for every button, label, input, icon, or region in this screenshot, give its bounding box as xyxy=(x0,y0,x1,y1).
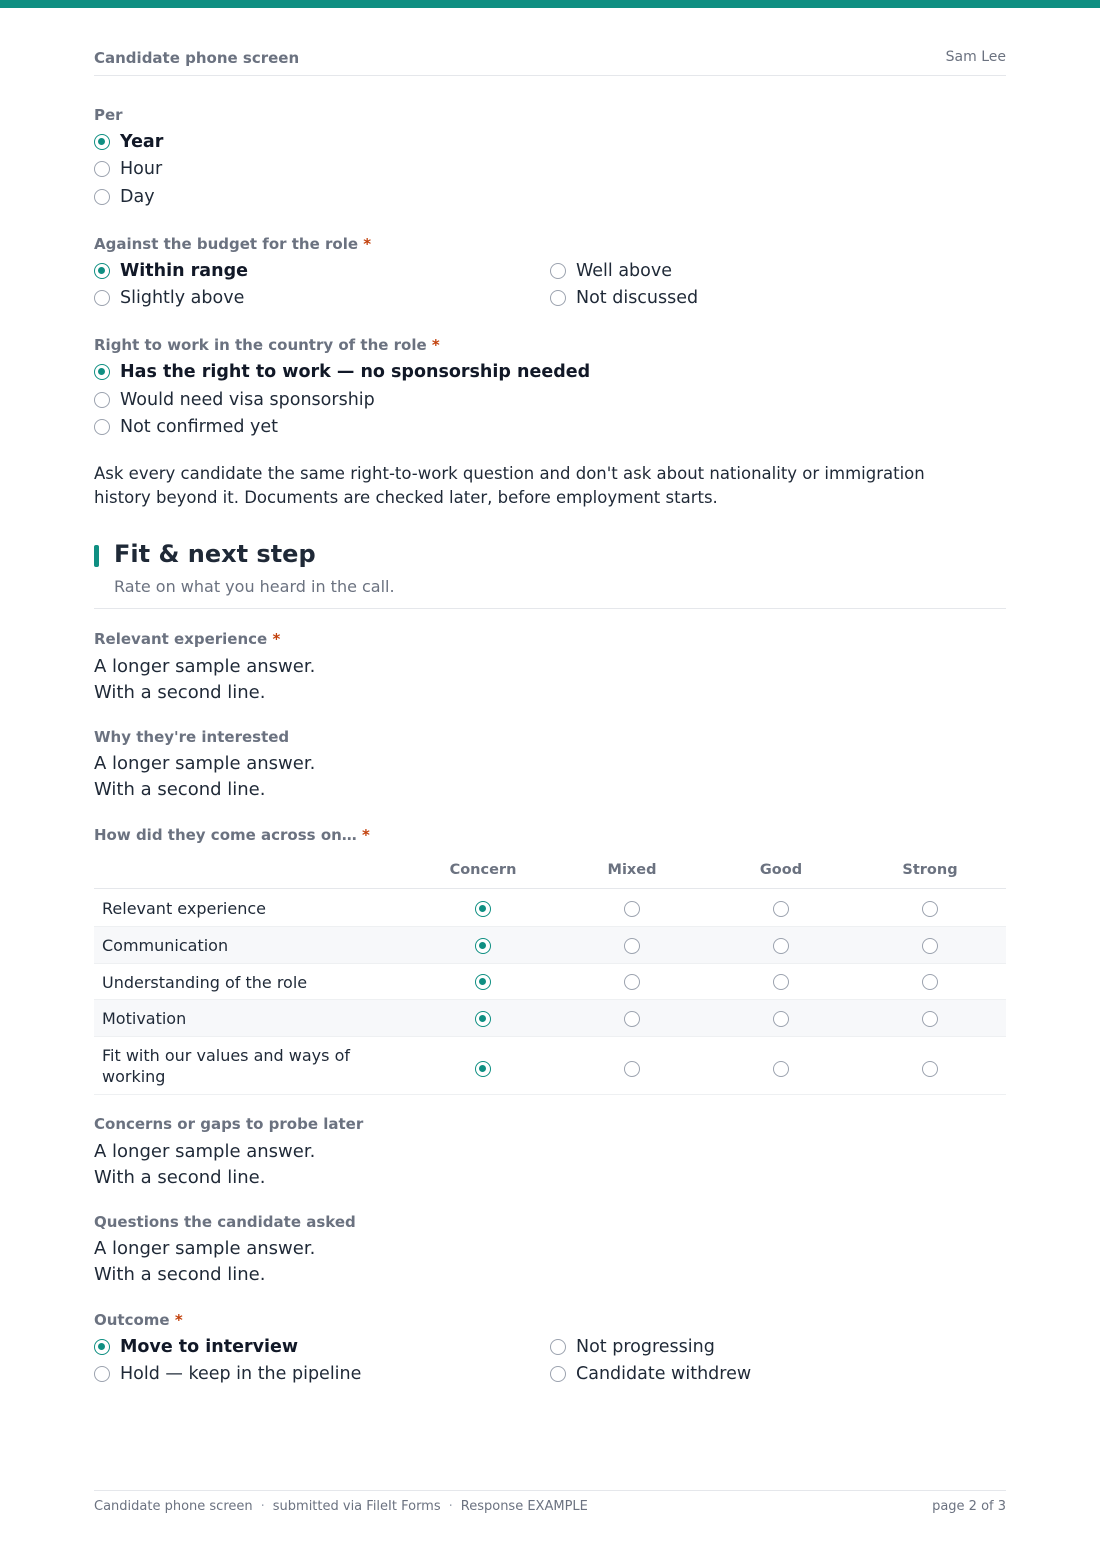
section-subtitle: Rate on what you heard in the call. xyxy=(114,577,395,596)
radio-icon[interactable] xyxy=(550,1366,566,1382)
matrix-row xyxy=(94,890,1006,927)
section-fit-next-step xyxy=(94,540,1006,609)
rtw-option-not-confirmed[interactable]: Not confirmed yet xyxy=(94,415,278,439)
radio-icon[interactable] xyxy=(773,901,789,917)
radio-selected-icon[interactable] xyxy=(475,901,491,917)
radio-selected-icon[interactable] xyxy=(475,1011,491,1027)
required-marker: * xyxy=(363,235,372,253)
concerns-answer: A longer sample answer. With a second line. xyxy=(94,1141,316,1188)
radio-selected-icon[interactable] xyxy=(94,134,110,150)
outcome-option-hold[interactable]: Hold — keep in the pipeline xyxy=(94,1362,361,1386)
form-title: Candidate phone screen xyxy=(94,49,300,67)
footer-info: Candidate phone screen · submitted via FileIt Forms · Response EXAMPLE xyxy=(94,1499,588,1514)
required-marker: * xyxy=(431,336,440,354)
radio-icon[interactable] xyxy=(922,974,938,990)
budget-option-within-range[interactable]: Within range xyxy=(94,259,248,283)
section-accent-bar xyxy=(94,545,99,567)
radio-selected-icon[interactable] xyxy=(475,1061,491,1077)
per-option-hour[interactable]: Hour xyxy=(94,157,162,181)
radio-icon[interactable] xyxy=(922,901,938,917)
radio-icon[interactable] xyxy=(94,419,110,435)
matrix-col-mixed: Mixed xyxy=(607,862,657,878)
outcome-option-move-to-interview[interactable]: Move to interview xyxy=(94,1335,298,1359)
page-number: page 2 of 3 xyxy=(932,1499,1006,1514)
radio-icon[interactable] xyxy=(550,1339,566,1355)
radio-icon[interactable] xyxy=(94,392,110,408)
page-footer xyxy=(94,1490,1006,1520)
rtw-option-visa-sponsorship[interactable]: Would need visa sponsorship xyxy=(94,388,375,412)
radio-selected-icon[interactable] xyxy=(475,974,491,990)
radio-icon[interactable] xyxy=(94,189,110,205)
radio-icon[interactable] xyxy=(922,1011,938,1027)
matrix-row xyxy=(94,1000,1006,1037)
radio-icon[interactable] xyxy=(773,938,789,954)
required-marker: * xyxy=(272,630,281,648)
required-marker: * xyxy=(362,826,370,844)
per-label: Per xyxy=(94,106,123,124)
matrix-col-good: Good xyxy=(759,862,803,878)
radio-icon[interactable] xyxy=(624,901,640,917)
matrix-row-label: Understanding of the role xyxy=(102,973,308,992)
budget-label: Against the budget for the role * xyxy=(94,235,372,253)
radio-icon[interactable] xyxy=(773,974,789,990)
matrix-col-concern: Concern xyxy=(449,862,517,878)
radio-selected-icon[interactable] xyxy=(94,263,110,279)
radio-selected-icon[interactable] xyxy=(94,1339,110,1355)
radio-icon[interactable] xyxy=(94,1366,110,1382)
outcome-option-not-progressing[interactable]: Not progressing xyxy=(550,1335,715,1359)
rating-matrix-label: How did they come across on… * xyxy=(94,826,370,844)
page-header xyxy=(94,48,1006,76)
radio-icon[interactable] xyxy=(624,1011,640,1027)
right-to-work-note: Ask every candidate the same right-to-work question and don't ask about nationality or immigration history beyond it. Documents are checked later, before employment starts. xyxy=(94,464,925,507)
required-marker: * xyxy=(174,1311,183,1329)
matrix-header xyxy=(94,855,1006,889)
radio-icon[interactable] xyxy=(624,938,640,954)
top-accent-bar xyxy=(0,0,1100,8)
relevant-experience-answer: A longer sample answer. With a second line. xyxy=(94,656,316,703)
radio-icon[interactable] xyxy=(624,974,640,990)
budget-option-well-above[interactable]: Well above xyxy=(550,259,672,283)
matrix-row-label: Motivation xyxy=(102,1009,187,1028)
radio-icon[interactable] xyxy=(773,1061,789,1077)
budget-option-not-discussed[interactable]: Not discussed xyxy=(550,286,698,310)
relevant-experience-label: Relevant experience * xyxy=(94,630,281,648)
matrix-row-label: Communication xyxy=(102,936,229,955)
per-option-day[interactable]: Day xyxy=(94,185,155,209)
respondent-name: Sam Lee xyxy=(945,49,1006,65)
per-option-year[interactable]: Year xyxy=(94,130,163,154)
radio-icon[interactable] xyxy=(94,290,110,306)
radio-icon[interactable] xyxy=(550,290,566,306)
why-interested-answer: A longer sample answer. With a second line. xyxy=(94,753,316,800)
radio-icon[interactable] xyxy=(94,161,110,177)
radio-icon[interactable] xyxy=(922,938,938,954)
radio-icon[interactable] xyxy=(624,1061,640,1077)
matrix-row-label: Fit with our values and ways of working xyxy=(102,1046,350,1086)
radio-icon[interactable] xyxy=(922,1061,938,1077)
concerns-label: Concerns or gaps to probe later xyxy=(94,1115,364,1133)
matrix-row-label: Relevant experience xyxy=(102,899,266,918)
right-to-work-label: Right to work in the country of the role * xyxy=(94,336,440,354)
radio-selected-icon[interactable] xyxy=(475,938,491,954)
questions-label: Questions the candidate asked xyxy=(94,1213,356,1231)
radio-icon[interactable] xyxy=(550,263,566,279)
outcome-label: Outcome * xyxy=(94,1311,183,1329)
radio-selected-icon[interactable] xyxy=(94,364,110,380)
matrix-col-strong: Strong xyxy=(902,862,958,878)
rtw-option-has-right[interactable]: Has the right to work — no sponsorship needed xyxy=(94,360,590,384)
questions-answer: A longer sample answer. With a second line. xyxy=(94,1238,316,1285)
section-title: Fit & next step xyxy=(114,540,316,568)
radio-icon[interactable] xyxy=(773,1011,789,1027)
matrix-row xyxy=(94,927,1006,964)
outcome-option-withdrew[interactable]: Candidate withdrew xyxy=(550,1362,751,1386)
matrix-row xyxy=(94,964,1006,1000)
matrix-row xyxy=(94,1037,1006,1095)
why-interested-label: Why they're interested xyxy=(94,728,290,746)
budget-option-slightly-above[interactable]: Slightly above xyxy=(94,286,244,310)
